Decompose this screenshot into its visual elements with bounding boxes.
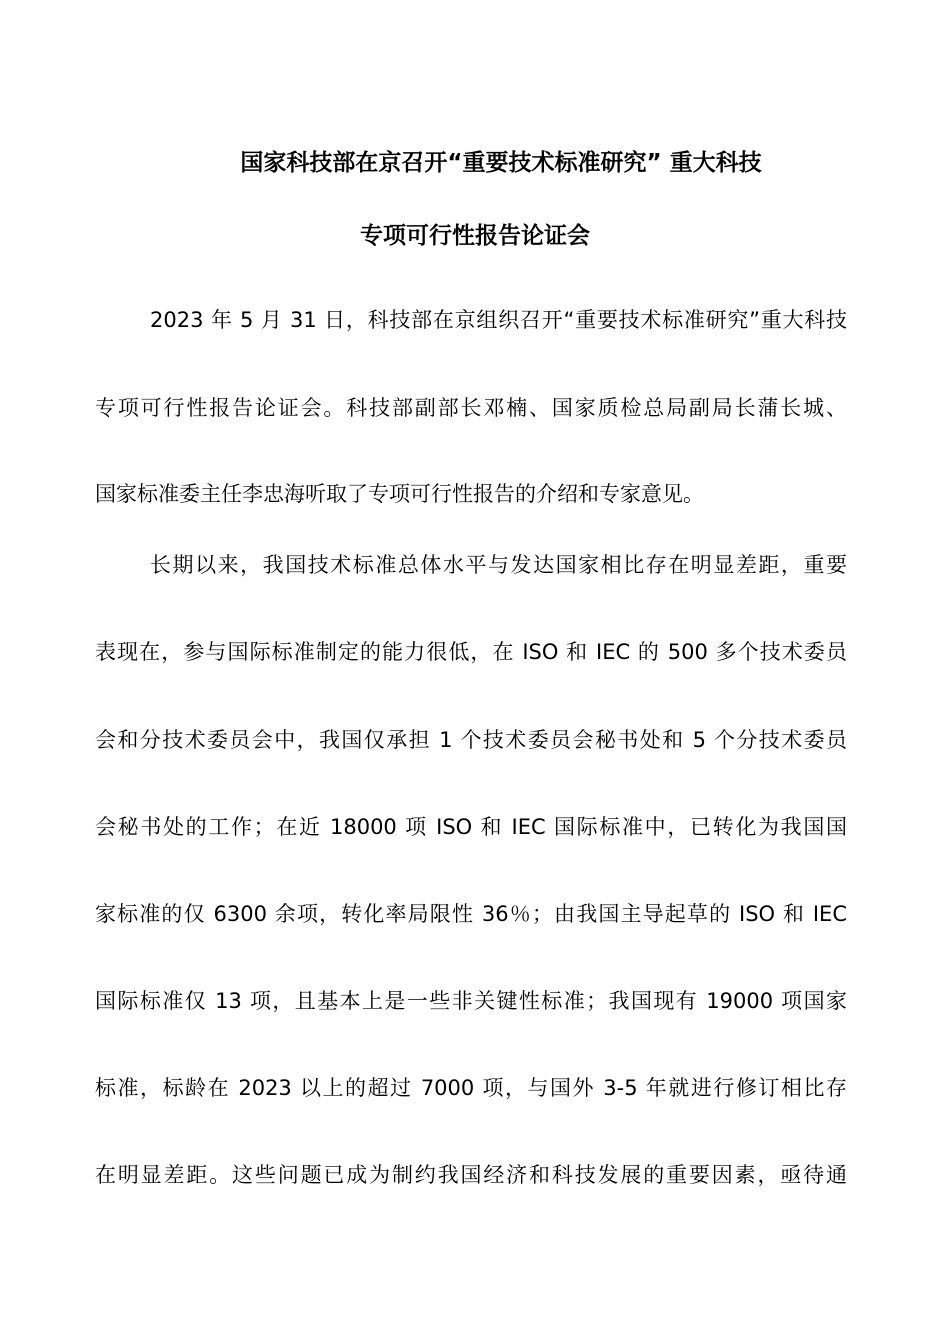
paragraph-line: 2023 年 5 月 31 日，科技部在京组织召开“重要技术标准研究”重大科技 bbox=[150, 308, 847, 332]
paragraph-line: 长期以来，我国技术标准总体水平与发达国家相比存在明显差距，重要 bbox=[150, 553, 847, 577]
paragraph-line: 会和分技术委员会中，我国仅承担 1 个技术委员会秘书处和 5 个分技术委员 bbox=[95, 728, 847, 752]
document-title-line-2: 专项可行性报告论证会 bbox=[360, 223, 590, 249]
paragraph-line: 家标准的仅 6300 余项，转化率局限性 36％；由我国主导起草的 ISO 和 IEC bbox=[95, 902, 847, 926]
paragraph-line: 会秘书处的工作；在近 18000 项 ISO 和 IEC 国际标准中，已转化为我国国 bbox=[95, 815, 847, 839]
paragraph-line: 在明显差距。这些问题已成为制约我国经济和科技发展的重要因素，亟待通 bbox=[95, 1163, 847, 1187]
paragraph-line: 国际标准仅 13 项，且基本上是一些非关键性标准；我国现有 19000 项国家 bbox=[95, 989, 847, 1013]
document-title-line-1: 国家科技部在京召开“重要技术标准研究” 重大科技 bbox=[240, 150, 762, 176]
paragraph-line: 国家标准委主任李忠海听取了专项可行性报告的介绍和专家意见。 bbox=[95, 482, 704, 506]
paragraph-line: 专项可行性报告论证会。科技部副部长邓楠、国家质检总局副局长蒲长城、 bbox=[95, 396, 847, 420]
paragraph-line: 标准，标龄在 2023 以上的超过 7000 项，与国外 3-5 年就进行修订相比存 bbox=[95, 1076, 847, 1100]
paragraph-line: 表现在，参与国际标准制定的能力很低，在 ISO 和 IEC 的 500 多个技术委员 bbox=[95, 640, 847, 664]
